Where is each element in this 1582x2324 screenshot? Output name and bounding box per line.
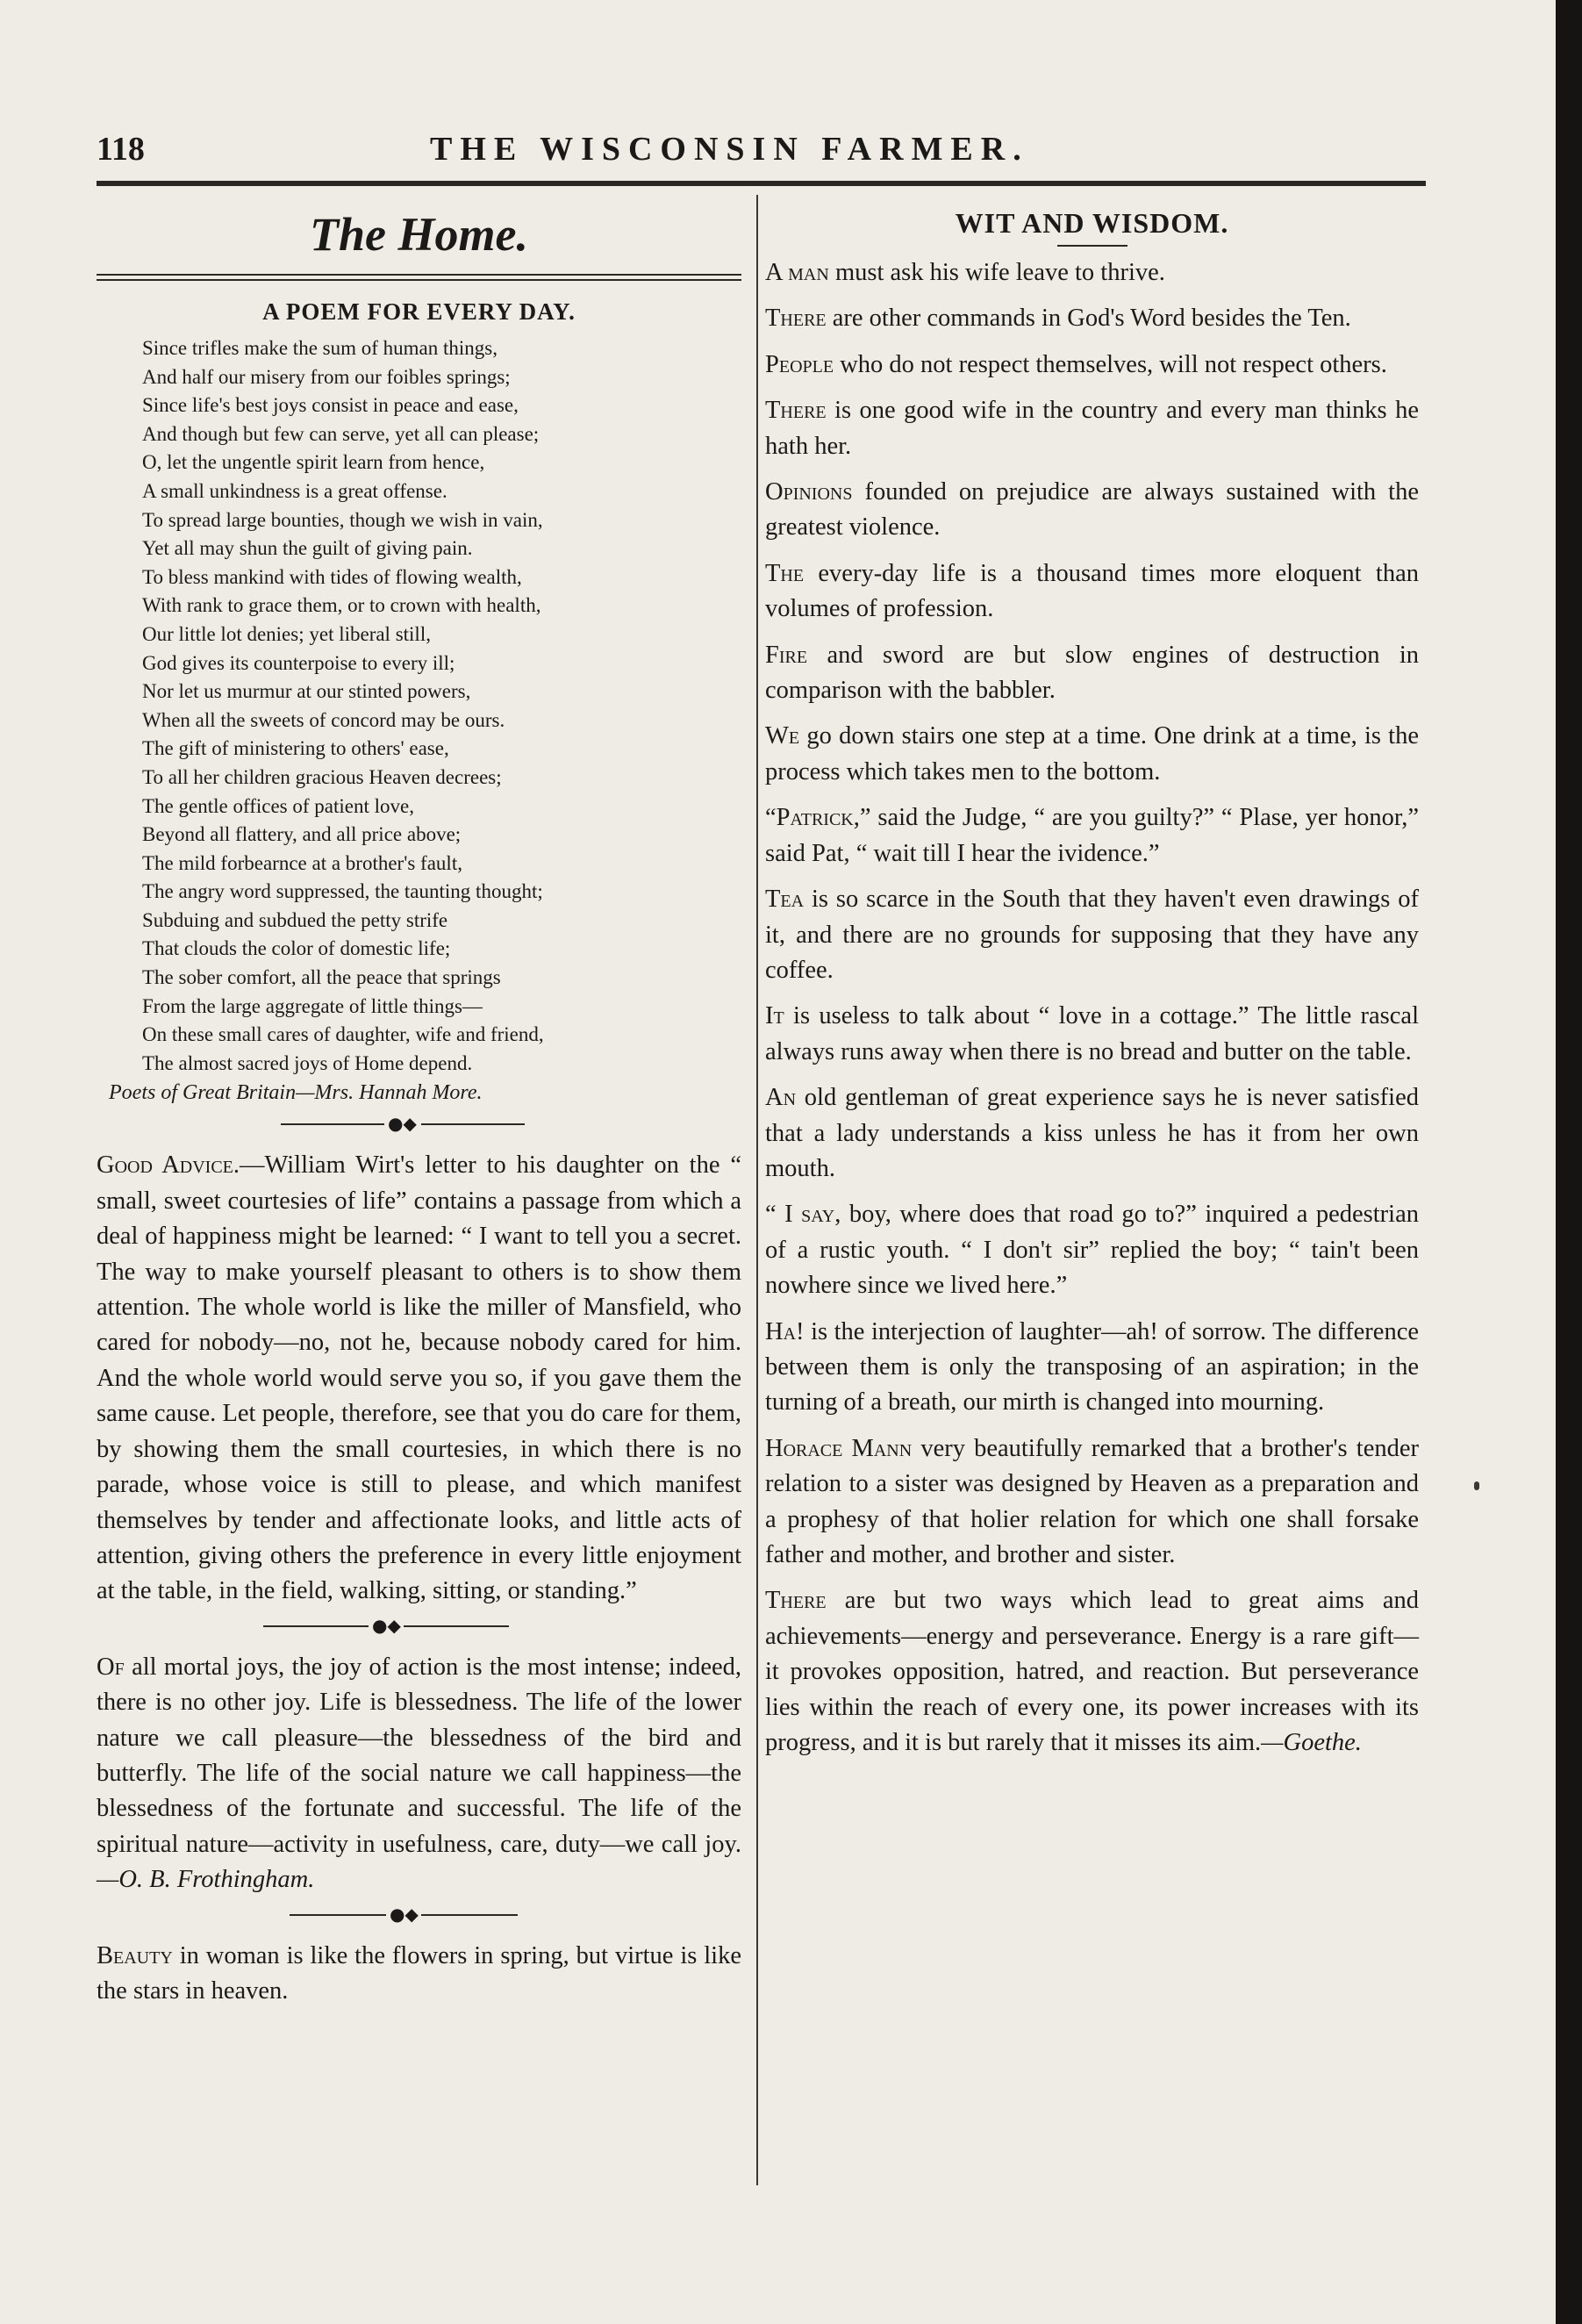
wit-item-text: and sword are but slow engines of destruction in comparison with the babbler. — [765, 641, 1419, 705]
wit-item-lead: There — [765, 397, 827, 425]
poem-line: The mild forbearnce at a brother's fault, — [142, 851, 462, 874]
poem-line: O, let the ungentle spirit learn from hence, — [142, 451, 485, 474]
wit-item-lead: An — [765, 1084, 797, 1112]
poem-line: Beyond all flattery, and all price above; — [142, 823, 462, 846]
beauty-paragraph — [97, 1939, 741, 2010]
wit-item-lead: “Patrick,” — [765, 804, 871, 832]
poem-line: With rank to grace them, or to crown with health, — [142, 594, 541, 617]
poem-line: On these small cares of daughter, wife and friend, — [142, 1023, 544, 1046]
wit-item — [765, 999, 1419, 1070]
wit-item-lead: Tea — [765, 886, 805, 914]
wit-item-text: founded on prejudice are always sustained with the greatest violence. — [765, 478, 1419, 542]
section-rule — [97, 274, 741, 281]
poem-line: The gift of ministering to others' ease, — [142, 737, 449, 760]
wit-item-lead: There — [765, 305, 827, 333]
mortal-joys-lead: Of — [97, 1653, 125, 1681]
wit-item-text: very beautifully remarked that a brother's tender relation to a sister was designed by Heaven as a preparation and a prophesy of that holier relation for which one shall forsake father and mother, and brother and sister. — [765, 1434, 1419, 1568]
wit-item-lead: “ I say, — [765, 1201, 841, 1229]
ornament-divider: ●◆ — [97, 1904, 741, 1926]
mortal-joys-text: all mortal joys, the joy of action is the most intense; indeed, there is no other joy. Life is blessedness. The life of the lower nature we call pleasure—the blessedness of the bird and butterfly. The life of the social nature we call happiness—the blessedness of the fortunate and successful. The life of the spiritual nature—activity in usefulness, care, duty—we call joy. — [97, 1653, 741, 1858]
wit-item — [765, 882, 1419, 988]
poem-line: A small unkindness is a great offense. — [142, 479, 447, 502]
wit-and-wisdom-list — [765, 255, 1419, 1761]
poem-line: Nor let us murmur at our stinted powers, — [142, 680, 471, 703]
good-advice-text: —William Wirt's letter to his daughter on the “ small, sweet courtesies of life” contains a passage from which a deal of happiness might be learned: “ I want to tell you a secret. The way to make yourself pleasant to others is to show them attention. The whole world is like the miller of Mansfield, who cared for nobody—no, not he, because nobody cared for him. And the whole world would serve you so, if you gave them the same cause. Let people, therefore, see that you do care for them, by showing them the small courtesies, in which there is no parade, whose voice is still to please, and which manifest themselves by tender and affectionate looks, and little acts of attention, giving others the preference in every little enjoyment at the table, in the field, walking, sitting, or standing.” — [97, 1151, 741, 1605]
page-number: 118 — [97, 131, 145, 168]
wit-item-text: is one good wife in the country and every man thinks he hath her. — [765, 397, 1419, 460]
journal-title: THE WISCONSIN FARMER. — [430, 131, 1029, 168]
left-column — [97, 195, 741, 2014]
poem-line: Since life's best joys consist in peace and ease, — [142, 394, 519, 417]
wit-item-text: said the Judge, “ are you guilty?” “ Plase, yer honor,” said Pat, “ wait till I hear the ividence.” — [765, 804, 1419, 867]
section-title-home: The Home. — [310, 208, 528, 261]
wit-item-lead: People — [765, 350, 834, 378]
wit-item-text: old gentleman of great experience says he is never satisfied that a lady understands a kiss unless he has it from her own mouth. — [765, 1084, 1419, 1182]
poem-line: To bless mankind with tides of flowing wealth, — [142, 565, 522, 588]
wit-item-text: who do not respect themselves, will not respect others. — [834, 350, 1387, 378]
wit-item-text: are other commands in God's Word besides the Ten. — [826, 305, 1351, 333]
wit-item — [765, 255, 1419, 290]
poem-line: Subduing and subdued the petty strife — [142, 908, 448, 931]
poem-title: A POEM FOR EVERY DAY. — [262, 298, 576, 325]
header-rule — [97, 181, 1426, 186]
poem-line: Our little lot denies; yet liberal still, — [142, 622, 431, 645]
wit-item — [765, 348, 1419, 383]
wit-item-text: boy, where does that road go to?” inquired a pedestrian of a rustic youth. “ I don't sir” replied the boy; “ tain't been nowhere since we lived here.” — [765, 1201, 1419, 1300]
wit-item-credit: —Goethe. — [1261, 1729, 1362, 1757]
poem-line: Yet all may shun the guilt of giving pain. — [142, 537, 473, 560]
beauty-text: in woman is like the flowers in spring, but virtue is like the stars in heaven. — [97, 1941, 741, 2005]
column-divider — [756, 195, 758, 2185]
right-column — [765, 195, 1419, 1771]
wit-item-lead: There — [765, 1587, 827, 1615]
wit-item — [765, 800, 1419, 872]
wit-item — [765, 719, 1419, 790]
poem-line: To all her children gracious Heaven decrees; — [142, 765, 502, 788]
wit-item — [765, 1431, 1419, 1574]
wit-item-text: is so scarce in the South that they haven't even drawings of it, and there are no grounds for supposing that they have any coffee. — [765, 886, 1419, 984]
wit-item-lead: A man — [765, 259, 829, 286]
poem-line: The almost sacred joys of Home depend. — [142, 1051, 473, 1074]
ornament-divider: ●◆ — [97, 1113, 741, 1136]
poem-line: And though but few can serve, yet all can please; — [142, 422, 540, 445]
wit-item-text: is the interjection of laughter—ah! of sorrow. The difference between them is only the transposing of an aspiration; in the turning of a breath, our mirth is changed into mourning. — [765, 1317, 1419, 1417]
poem-line: From the large aggregate of little things— — [142, 994, 483, 1017]
wit-item-lead: Ha! — [765, 1317, 805, 1345]
good-advice-paragraph — [97, 1148, 741, 1609]
wit-item — [765, 475, 1419, 546]
ornament-divider: ●◆ — [97, 1615, 741, 1638]
poem-line: When all the sweets of concord may be ours. — [142, 708, 505, 731]
wit-item — [765, 1315, 1419, 1421]
wit-item-lead: It — [765, 1002, 784, 1030]
wit-item — [765, 1080, 1419, 1187]
poem-line: And half our misery from our foibles springs; — [142, 365, 511, 388]
title-rule — [1057, 245, 1127, 247]
beauty-lead: Beauty — [97, 1941, 173, 1969]
wit-item-text: is useless to talk about “ love in a cottage.” The little rascal always runs away when there is no bread and butter on the table. — [765, 1002, 1419, 1065]
wit-item-text: every-day life is a thousand times more eloquent than volumes of profession. — [765, 559, 1419, 623]
poem-line: The gentle offices of patient love, — [142, 794, 414, 817]
poem-line: That clouds the color of domestic life; — [142, 937, 451, 960]
section-title-wit-and-wisdom: WIT AND WISDOM. — [955, 207, 1229, 239]
wit-item-lead: We — [765, 722, 800, 750]
poem-line: Since trifles make the sum of human things, — [142, 337, 498, 359]
wit-item-lead: Fire — [765, 641, 808, 669]
good-advice-lead: Good Advice. — [97, 1151, 240, 1180]
mortal-joys-paragraph — [97, 1650, 741, 1898]
wit-item-lead: Opinions — [765, 478, 853, 506]
wit-item-text: are but two ways which lead to great aims and achievements—energy and perseverance. Energy is a rare gift—it provokes opposition, hatred, and reaction. But perseverance lies within the reach of every one, its power increases with its progress, and it is but rarely that it misses its aim. — [765, 1587, 1419, 1757]
poem-line: To spread large bounties, though we wish in vain, — [142, 508, 543, 531]
poem-credit: Poets of Great Britain—Mrs. Hannah More. — [109, 1081, 483, 1105]
wit-item — [765, 301, 1419, 336]
mortal-joys-credit: —O. B. Frothingham. — [97, 1866, 315, 1894]
wit-item — [765, 1583, 1419, 1761]
page-header — [97, 130, 1079, 174]
poem-line: God gives its counterpoise to every ill; — [142, 651, 455, 674]
wit-item — [765, 393, 1419, 464]
wit-item-lead: Horace Mann — [765, 1434, 913, 1462]
wit-item — [765, 556, 1419, 628]
poem — [142, 334, 741, 1078]
wit-item — [765, 638, 1419, 709]
wit-item-text: must ask his wife leave to thrive. — [828, 259, 1165, 286]
wit-item-lead: The — [765, 559, 805, 587]
poem-line: The angry word suppressed, the taunting thought; — [142, 880, 543, 903]
ink-speck — [1474, 1481, 1479, 1490]
page-edge-shadow — [1556, 0, 1582, 2324]
wit-item-text: go down stairs one step at a time. One drink at a time, is the process which takes men to the bottom. — [765, 722, 1419, 785]
poem-line: The sober comfort, all the peace that springs — [142, 966, 501, 989]
wit-item — [765, 1197, 1419, 1303]
